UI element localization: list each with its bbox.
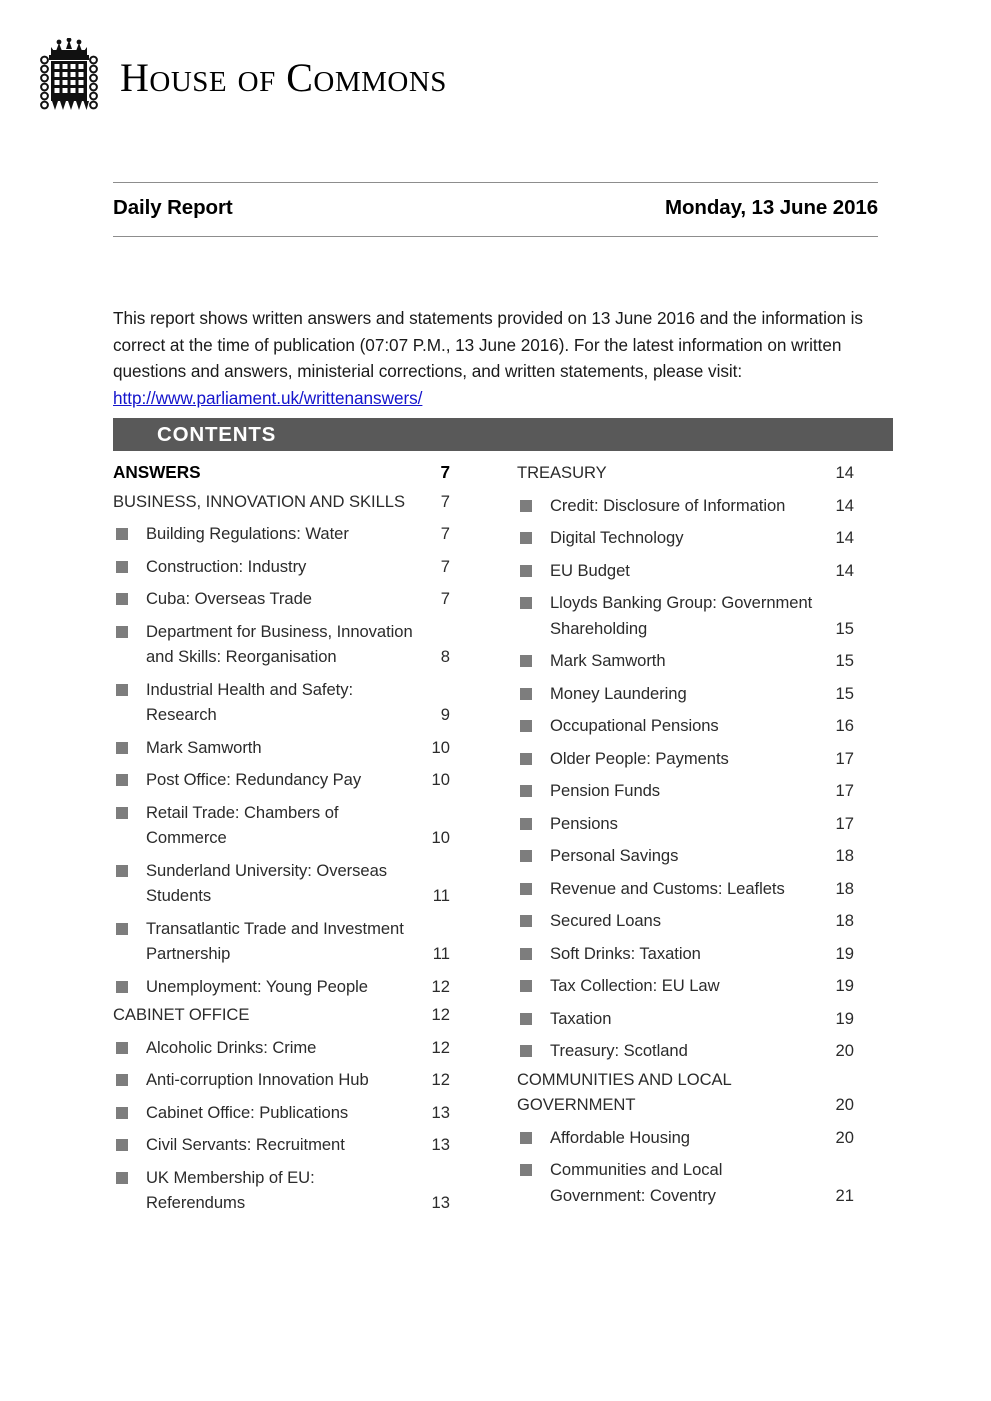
toc-entry[interactable] (113, 1060, 450, 1093)
masthead-title-of: OF (237, 66, 276, 98)
toc-entry[interactable] (113, 760, 450, 793)
bullet-square-icon (520, 915, 532, 927)
bullet-square-icon (116, 1139, 128, 1151)
toc-entry-label: Unemployment: Young People (146, 976, 368, 996)
masthead (36, 38, 447, 118)
bullet-square-icon (520, 565, 532, 577)
masthead-title-ommons: OMMONS (313, 66, 447, 98)
header-rule-top (113, 182, 878, 183)
toc-entry-page: 7 (440, 589, 450, 608)
bullet-square-icon (520, 1132, 532, 1144)
toc-entry-page: 18 (835, 911, 854, 930)
bullet-square-icon (116, 865, 128, 877)
toc-entry-label: Lloyds Banking Group: Government Shareholding (550, 593, 813, 638)
toc-entry-page: 10 (431, 737, 450, 757)
toc-entry[interactable] (517, 1118, 854, 1151)
toc-entry-label: UK Membership of EU: Referendums (146, 1167, 315, 1212)
toc-entry-label: Revenue and Customs: Leaflets (550, 878, 785, 898)
report-date: Monday, 13 June 2016 (665, 196, 878, 219)
toc-entry[interactable] (517, 518, 854, 551)
toc-entry[interactable] (517, 583, 854, 641)
toc-section-heading[interactable] (113, 457, 450, 486)
toc-entry-label: Mark Samworth (550, 651, 666, 670)
toc-entry-page: 13 (431, 1102, 450, 1122)
toc-entry-page: 9 (440, 705, 450, 724)
toc-column-left (113, 457, 450, 1216)
bullet-square-icon (520, 655, 532, 667)
intro-paragraph (113, 305, 885, 411)
toc-entry-page: 14 (835, 495, 854, 515)
toc-entry-label: Treasury: Scotland (550, 1041, 688, 1060)
toc-entry-label: Communities and Local Government: Coventry (550, 1160, 723, 1205)
report-header (113, 196, 878, 220)
toc-entry[interactable] (517, 966, 854, 999)
bullet-square-icon (116, 923, 128, 935)
toc-entry-page: 18 (835, 846, 854, 865)
toc-entry[interactable] (517, 934, 854, 967)
bullet-square-icon (116, 1172, 128, 1184)
bullet-square-icon (520, 720, 532, 732)
toc-section-label: BUSINESS, INNOVATION AND SKILLS (113, 491, 405, 511)
toc-entry[interactable] (113, 1158, 450, 1216)
toc-entry-label: Money Laundering (550, 683, 687, 703)
toc-entry-label: Personal Savings (550, 846, 679, 865)
toc-entry[interactable] (113, 1093, 450, 1126)
toc-entry[interactable] (113, 793, 450, 851)
intro-text: This report shows written answers and statements provided on 13 June 2016 and the information is correct at the time of publication (07:07 P.M., 13 June 2016). For the latest information on written questions and answers, ministerial corrections, and written statements, please visit: (113, 308, 863, 382)
toc-entry-label: Department for Business, Innovation and Skills: Reorganisation (146, 621, 413, 666)
bullet-square-icon (520, 1013, 532, 1025)
toc-entry-page: 14 (835, 560, 854, 580)
bullet-square-icon (116, 528, 128, 540)
toc-section-label: ANSWERS (113, 462, 201, 482)
toc-section-label: COMMUNITIES AND LOCAL GOVERNMENT (517, 1069, 732, 1114)
toc-entry-page: 13 (431, 1193, 450, 1212)
toc-entry[interactable] (517, 739, 854, 772)
toc-entry-label: Occupational Pensions (550, 716, 719, 735)
toc-entry-label: Post Office: Redundancy Pay (146, 770, 362, 789)
toc-entry[interactable] (517, 674, 854, 707)
toc-entry-label: Credit: Disclosure of Information (550, 495, 786, 515)
toc-entry[interactable] (517, 804, 854, 837)
masthead-title-h: H (120, 55, 150, 100)
toc-entry-page: 20 (835, 1127, 854, 1147)
toc-entry-label: Pension Funds (550, 781, 661, 800)
toc-section-page: 12 (431, 1005, 450, 1024)
toc-entry[interactable] (113, 909, 450, 967)
toc-entry-page: 10 (431, 828, 450, 847)
toc-entry-page: 21 (835, 1185, 854, 1205)
bullet-square-icon (520, 818, 532, 830)
masthead-title (120, 55, 447, 100)
bullet-square-icon (116, 626, 128, 638)
bullet-square-icon (520, 948, 532, 960)
bullet-square-icon (116, 1042, 128, 1054)
toc-entry[interactable] (517, 486, 854, 519)
toc-entry-label: Soft Drinks: Taxation (550, 943, 701, 963)
bullet-square-icon (520, 688, 532, 700)
toc-column-right (517, 457, 854, 1216)
toc-entry-page: 7 (440, 524, 450, 543)
toc-entry[interactable] (113, 851, 450, 909)
toc-entry-label: Retail Trade: Chambers of Commerce (146, 802, 339, 847)
toc-section-label: TREASURY (517, 463, 607, 482)
toc-entry-label: Construction: Industry (146, 556, 307, 576)
bullet-square-icon (116, 561, 128, 573)
toc-entry-page: 15 (835, 683, 854, 703)
toc-entry-page: 13 (431, 1135, 450, 1154)
toc-entry-label: Industrial Health and Safety: Research (146, 679, 354, 724)
toc-entry-page: 11 (432, 944, 450, 963)
portcullis-crest-icon (36, 38, 102, 118)
toc-entry-label: Older People: Payments (550, 748, 729, 768)
bullet-square-icon (116, 593, 128, 605)
bullet-square-icon (116, 807, 128, 819)
toc-entry[interactable] (517, 836, 854, 869)
toc-entry[interactable] (517, 641, 854, 674)
toc-entry[interactable] (113, 1028, 450, 1061)
bullet-square-icon (520, 532, 532, 544)
toc-entry-page: 18 (835, 878, 854, 898)
toc-entry[interactable] (113, 967, 450, 1000)
bullet-square-icon (520, 1045, 532, 1057)
masthead-title-c: C (286, 55, 314, 100)
toc-entry-label: Taxation (550, 1008, 612, 1028)
toc-entry-page: 19 (835, 976, 854, 995)
toc-section-heading[interactable] (517, 457, 854, 486)
toc-entry[interactable] (517, 1031, 854, 1064)
toc-entry[interactable] (517, 869, 854, 902)
toc-entry-label: Civil Servants: Recruitment (146, 1135, 345, 1154)
toc-entry[interactable] (517, 901, 854, 934)
toc-section-heading[interactable] (113, 486, 450, 515)
bullet-square-icon (520, 980, 532, 992)
toc-entry[interactable] (113, 728, 450, 761)
header-rule-bottom (113, 236, 878, 237)
toc-entry-label: Pensions (550, 813, 618, 833)
toc-entry-page: 15 (835, 618, 854, 638)
bullet-square-icon (116, 774, 128, 786)
toc-entry-page: 17 (835, 748, 854, 768)
toc-section-heading[interactable] (113, 999, 450, 1028)
toc-entry-label: Sunderland University: Overseas Students (146, 860, 388, 905)
toc-entry-page: 12 (431, 1037, 450, 1057)
toc-entry[interactable] (113, 514, 450, 547)
toc-section-page: 7 (440, 491, 450, 511)
contents-bar (113, 418, 893, 451)
toc-entry-label: Building Regulations: Water (146, 524, 349, 543)
bullet-square-icon (520, 1164, 532, 1176)
toc-entry-label: Alcoholic Drinks: Crime (146, 1037, 317, 1057)
toc-entry-page: 14 (835, 528, 854, 547)
bullet-square-icon (116, 742, 128, 754)
toc-entry-page: 8 (440, 647, 450, 666)
bullet-square-icon (520, 500, 532, 512)
toc-entry-page: 11 (432, 886, 450, 905)
toc-entry-page: 17 (835, 813, 854, 833)
toc-entry-label: Mark Samworth (146, 737, 262, 757)
bullet-square-icon (520, 753, 532, 765)
toc-entry[interactable] (517, 999, 854, 1032)
toc-entry-page: 20 (835, 1041, 854, 1060)
page-title: Daily Report (113, 196, 233, 219)
contents-heading: CONTENTS (157, 423, 277, 446)
bullet-square-icon (520, 850, 532, 862)
toc-entry[interactable] (517, 551, 854, 584)
toc-entry[interactable] (517, 706, 854, 739)
toc-entry-label: Cuba: Overseas Trade (146, 589, 312, 608)
toc-entry-page: 12 (431, 1070, 450, 1089)
toc-entry-label: Transatlantic Trade and Investment Partnership (146, 918, 404, 963)
toc-entry[interactable] (113, 1125, 450, 1158)
bullet-square-icon (520, 597, 532, 609)
toc-entry-label: EU Budget (550, 560, 630, 580)
toc-section-page: 7 (440, 462, 450, 482)
toc-entry-page: 17 (835, 781, 854, 800)
toc-entry-page: 15 (835, 651, 854, 670)
toc-section-page: 20 (835, 1095, 854, 1114)
bullet-square-icon (116, 981, 128, 993)
bullet-square-icon (116, 684, 128, 696)
masthead-title-ouse: OUSE (149, 66, 228, 98)
toc-section-page: 14 (835, 463, 854, 482)
toc-entry[interactable] (517, 771, 854, 804)
bullet-square-icon (520, 883, 532, 895)
toc-entry[interactable] (113, 670, 450, 728)
toc-entry-label: Cabinet Office: Publications (146, 1102, 349, 1122)
toc-entry[interactable] (113, 579, 450, 612)
toc-entry-label: Digital Technology (550, 528, 684, 547)
bullet-square-icon (520, 785, 532, 797)
bullet-square-icon (116, 1107, 128, 1119)
table-of-contents (113, 457, 893, 1216)
bullet-square-icon (116, 1074, 128, 1086)
toc-entry-page: 10 (431, 770, 450, 789)
toc-entry-page: 7 (440, 556, 450, 576)
toc-entry[interactable] (517, 1150, 854, 1208)
toc-entry-page: 16 (835, 716, 854, 735)
toc-entry[interactable] (113, 547, 450, 580)
toc-entry-label: Tax Collection: EU Law (550, 976, 720, 995)
toc-section-heading[interactable] (517, 1064, 854, 1118)
toc-entry-page: 19 (835, 1008, 854, 1028)
toc-entry-page: 12 (431, 976, 450, 996)
toc-entry-label: Secured Loans (550, 911, 661, 930)
written-answers-link[interactable]: http://www.parliament.uk/writtenanswers/ (113, 387, 423, 408)
toc-entry-label: Anti-corruption Innovation Hub (146, 1070, 369, 1089)
toc-entry-label: Affordable Housing (550, 1127, 690, 1147)
toc-section-label: CABINET OFFICE (113, 1005, 250, 1024)
toc-entry-page: 19 (835, 943, 854, 963)
toc-entry[interactable] (113, 612, 450, 670)
